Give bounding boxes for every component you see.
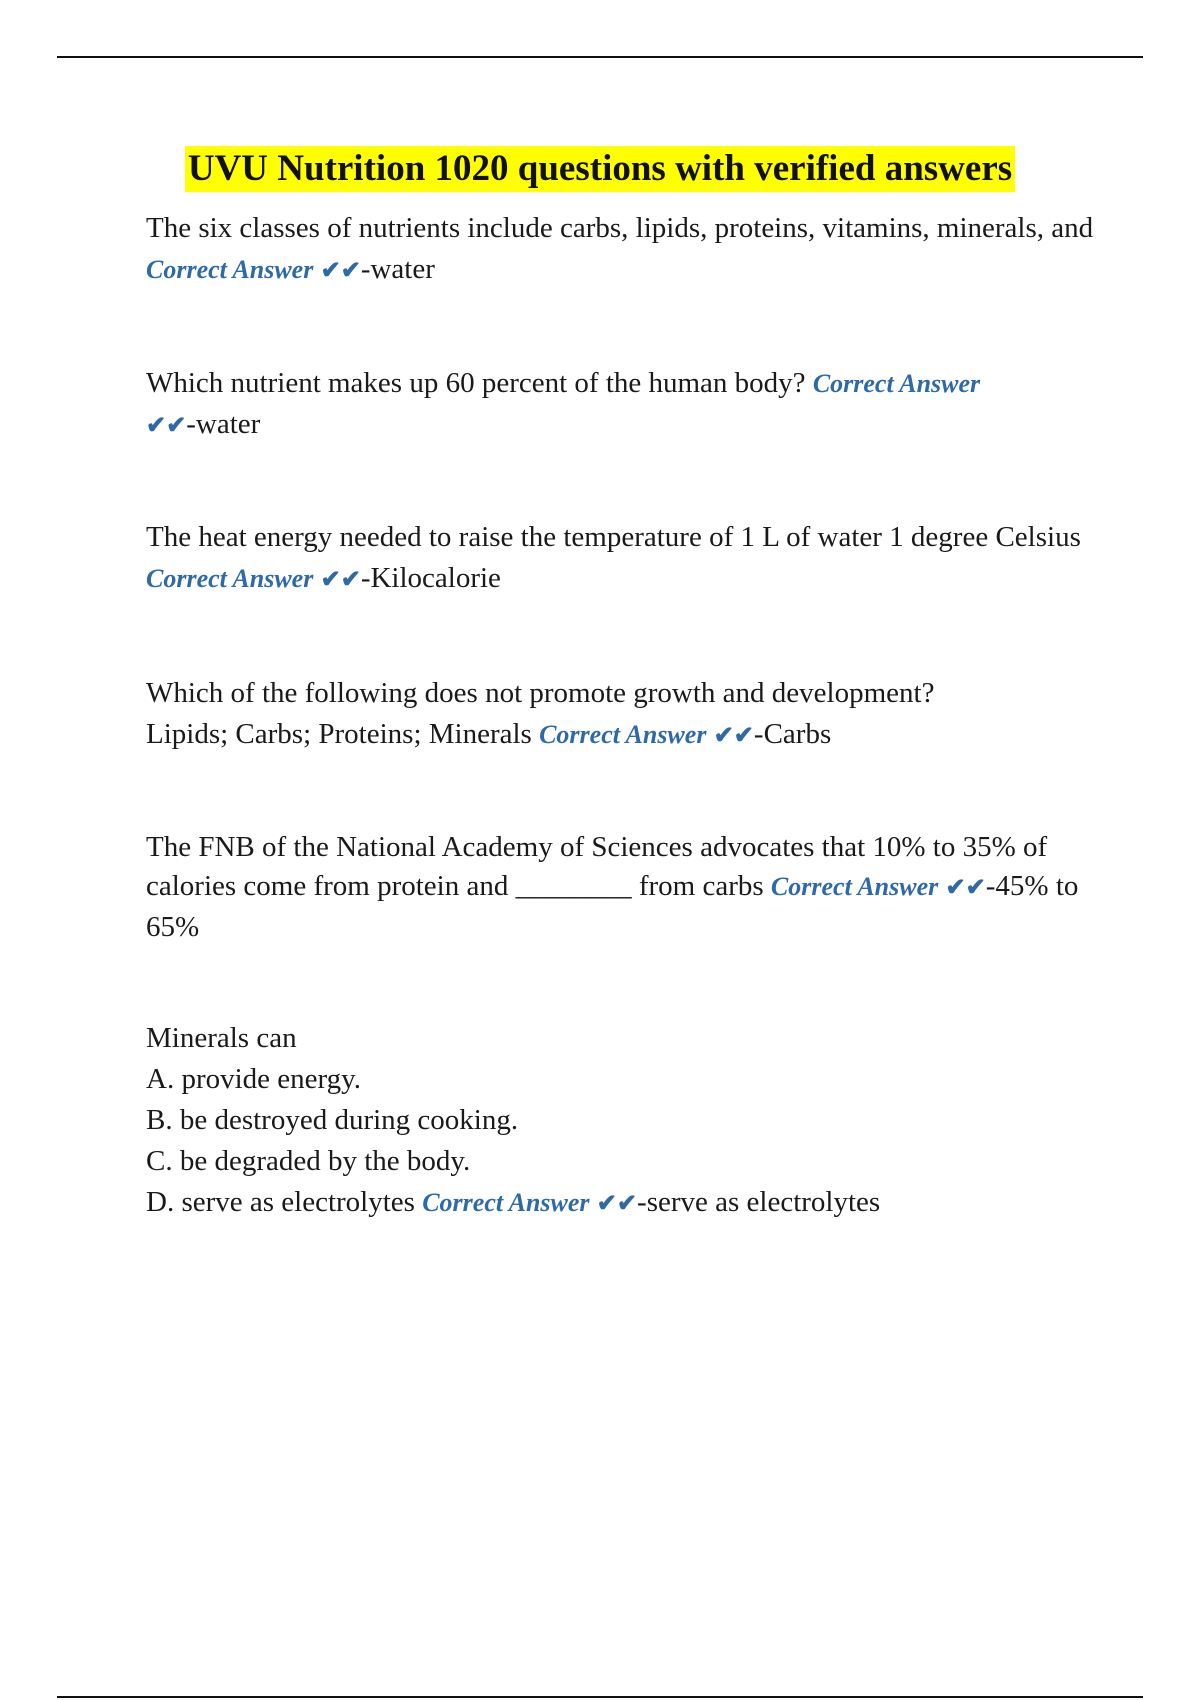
question-text: Minerals can	[146, 1022, 297, 1054]
answer-text: water	[195, 408, 261, 440]
double-check-icon: ✔✔	[596, 1191, 638, 1217]
answer-prefix: -	[186, 408, 196, 440]
questions-list	[146, 208, 1096, 1225]
correct-answer-label: Correct Answer	[146, 255, 314, 284]
question-5	[146, 828, 1096, 947]
double-check-icon: ✔✔	[713, 723, 754, 749]
double-check-icon: ✔✔	[320, 258, 361, 284]
double-check-icon: ✔✔	[320, 567, 361, 593]
correct-answer-label: Correct Answer	[422, 1188, 590, 1217]
question-text: Which nutrient makes up 60 percent of the human body?	[146, 367, 806, 399]
header-rule	[57, 56, 1143, 58]
question-text: The six classes of nutrients include carbs, lipids, proteins, vitamins, minerals, and	[146, 212, 1094, 244]
correct-answer-label: Correct Answer	[539, 720, 707, 749]
answer-text: Carbs	[763, 718, 832, 750]
question-text: Which of the following does not promote growth and development?	[146, 677, 935, 709]
option-a: A. provide energy.	[146, 1063, 362, 1095]
answer-prefix: -	[637, 1186, 647, 1218]
options-line: Lipids; Carbs; Proteins; Minerals	[146, 718, 532, 750]
question-text: The heat energy needed to raise the temperature of 1 L of water 1 degree Celsius	[146, 521, 1081, 553]
double-check-icon: ✔✔	[945, 875, 986, 901]
correct-answer-label: Correct Answer	[770, 872, 939, 901]
answer-prefix: -	[360, 253, 371, 285]
correct-answer-label: Correct Answer	[812, 369, 981, 398]
question-2	[146, 363, 1096, 447]
answer-prefix: -	[985, 870, 996, 902]
answer-text: water	[370, 253, 435, 285]
question-text: The FNB of the National Academy of Sciences advocates that 10% to 35% of calories come from protein and ________ from carbs	[146, 831, 1048, 902]
option-c: C. be degraded by the body.	[146, 1145, 471, 1177]
correct-answer-label: Correct Answer	[146, 564, 314, 593]
option-d: D. serve as electrolytes	[146, 1186, 415, 1218]
option-b: B. be destroyed during cooking.	[146, 1104, 519, 1136]
footer-rule	[57, 1696, 1143, 1698]
question-4	[146, 673, 1096, 757]
answer-prefix: -	[753, 718, 764, 750]
title-container	[0, 146, 1200, 192]
document-title: UVU Nutrition 1020 questions with verified answers	[185, 146, 1015, 192]
question-1	[146, 208, 1096, 292]
question-6	[146, 1018, 1096, 1225]
answer-text: serve as electrolytes	[646, 1186, 881, 1218]
question-3	[146, 517, 1096, 601]
answer-text: Kilocalorie	[370, 562, 501, 594]
answer-text: 45% to 65%	[146, 870, 1079, 943]
double-check-icon: ✔✔	[146, 413, 187, 439]
answer-prefix: -	[360, 562, 371, 594]
